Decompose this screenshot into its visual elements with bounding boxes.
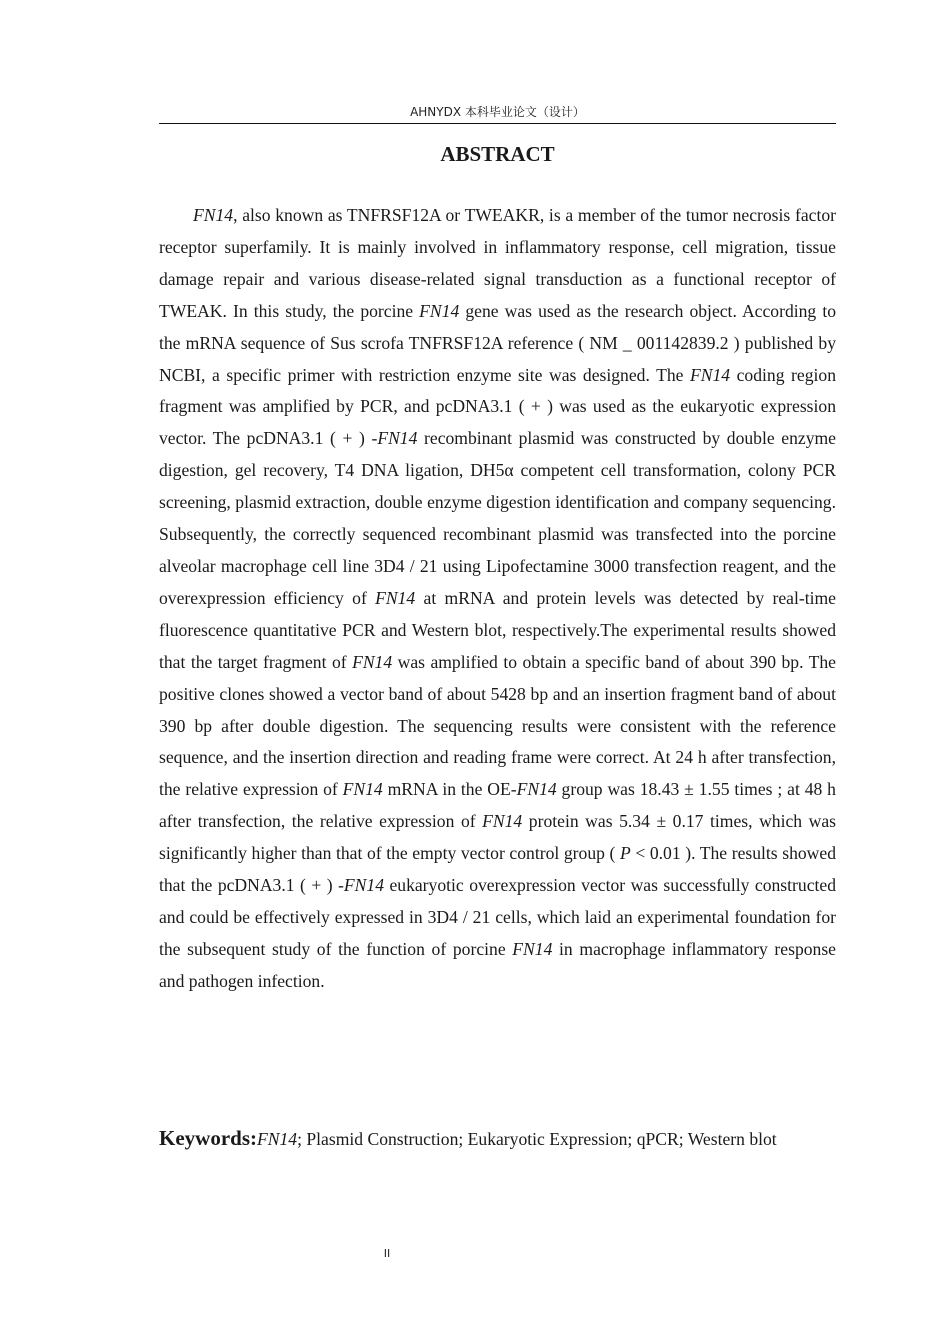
abstract-title: ABSTRACT [440, 142, 555, 166]
italic-term: FN14 [343, 875, 384, 896]
abstract-text: group was 18.43 ± 1.55 times ; at 48 h after transfection, the relative expression of [159, 779, 836, 832]
abstract-paragraph [159, 200, 836, 998]
keywords-list: ; Plasmid Construction; Eukaryotic Expression; qPCR; Western blot [297, 1129, 777, 1149]
keyword-gene: FN14 [257, 1129, 298, 1149]
abstract-text: protein was 5.34 ± 0.17 times, which was significantly higher than that of the empty vector control group ( [159, 811, 836, 864]
running-header: AHNYDX 本科毕业论文（设计） [410, 105, 585, 119]
italic-term: P [619, 843, 631, 864]
abstract-text: in macrophage inflammatory response and pathogen infection. [159, 938, 836, 991]
italic-term: FN14 [516, 779, 557, 800]
italic-term: FN14 [419, 300, 460, 321]
abstract-text: eukaryotic overexpression vector was successfully constructed and could be effectively expressed in 3D4 / 21 cells, which laid an experimental foundation for the subsequent study of the function of porcine [159, 875, 836, 959]
keywords-label: Keywords: [159, 1126, 257, 1150]
header-divider [159, 123, 836, 124]
abstract-text: was amplified to obtain a specific band of about 390 bp. The positive clones showed a vector band of about 5428 bp and an insertion fragment band of about 390 bp after double digestion. The sequencing results were consistent with the reference sequence, and the insertion direction and reading frame were correct. At 24 h after transfection, the relative expression of [159, 651, 836, 800]
italic-term: FN14 [342, 779, 383, 800]
abstract-text: < 0.01 ). The results showed that the pcDNA3.1 ( + ) - [159, 843, 836, 896]
keywords-line [159, 1123, 823, 1156]
abstract-text: recombinant plasmid was constructed by double enzyme digestion, gel recovery, T4 DNA ligation, DH5α competent cell transformation, colony PCR screening, plasmid extraction, double enzyme digestion identification and company sequencing. Subsequently, the correctly sequenced recombinant plasmid was transfected into the porcine alveolar macrophage cell line 3D4 / 21 using Lipofectamine 3000 transfection reagent, and the overexpression efficiency of [159, 428, 836, 608]
italic-term: FN14 [512, 938, 553, 959]
abstract-text: at mRNA and protein levels was detected by real-time fluorescence quantitative PCR and Western blot, respectively.The experimental results showed that the target fragment of [159, 587, 836, 672]
page-number: II [383, 1247, 391, 1260]
abstract-text: , also known as TNFRSF12A or TWEAKR, is a member of the tumor necrosis factor receptor superfamily. It is mainly involved in inflammatory response, cell migration, tissue damage repair and various disease-related signal transduction as a functional receptor of TWEAK. In this study, the porcine [159, 205, 836, 321]
abstract-text: gene was used as the research object. According to the mRNA sequence of Sus scrofa TNFRSF12A reference ( NM _ 001142839.2 ) published by NCBI, a specific primer with restriction enzyme site was designed. The [159, 300, 836, 385]
abstract-text: mRNA in the OE- [382, 779, 517, 800]
italic-term: FN14 [352, 651, 393, 672]
italic-term: FN14 [482, 811, 523, 832]
italic-term: FN14 [689, 364, 731, 385]
italic-term: FN14 [375, 587, 416, 608]
italic-term: FN14 [193, 205, 234, 225]
abstract-text: coding region fragment was amplified by PCR, and pcDNA3.1 ( + ) was used as the eukaryotic expression vector. The pcDNA3.1 ( + ) - [159, 364, 836, 449]
italic-term: FN14 [377, 428, 418, 449]
